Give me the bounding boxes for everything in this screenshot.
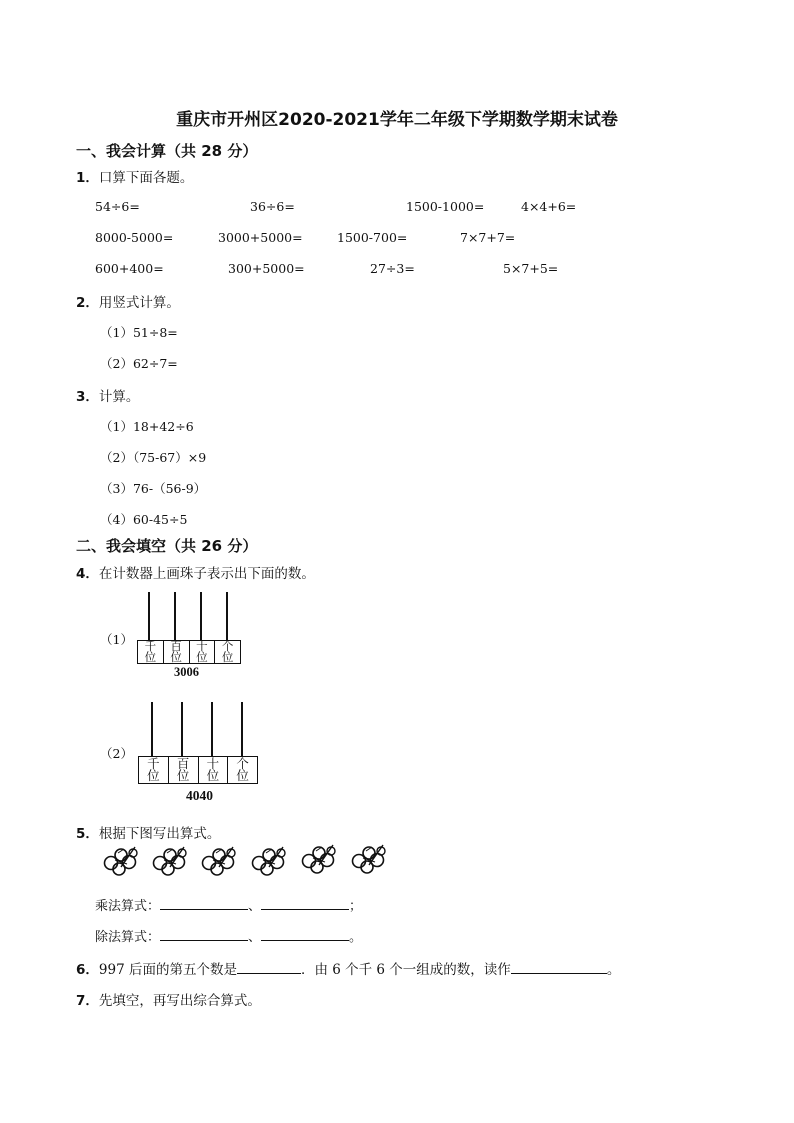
place-cell-thousands: 千 位: [138, 641, 164, 663]
oral-item: 300+5000=: [228, 261, 305, 276]
question-4: [76, 562, 315, 582]
question-number: 5．: [76, 826, 99, 842]
question-text: 997 后面的第五个数是: [98, 962, 237, 978]
place-value-box: [137, 640, 241, 664]
question-text: ．由 6 个千 6 个一组成的数，读作: [300, 962, 511, 978]
abacus-rod: [181, 702, 183, 756]
fruit-bundle-icon: [303, 845, 336, 873]
page-title: 重庆市开州区2020-2021学年二年级下学期数学期末试卷: [176, 110, 618, 130]
multiplication-line: [95, 895, 362, 914]
question-1: [76, 166, 193, 186]
oral-item: 27÷3=: [370, 261, 415, 276]
oral-item: 4×4+6=: [521, 199, 577, 214]
abacus-rod: [200, 592, 202, 640]
punctuation: 。: [349, 930, 363, 945]
abacus-rod: [174, 592, 176, 640]
place-value-box: [138, 756, 258, 784]
calc-item: （3）76-（56-9）: [100, 481, 207, 496]
place-cell-hundreds: 百 位: [164, 641, 190, 663]
question-6: [76, 958, 620, 978]
oral-item: 5×7+5=: [503, 261, 559, 276]
abacus-rod: [211, 702, 213, 756]
abacus-rod: [226, 592, 228, 640]
abacus-rod: [148, 592, 150, 640]
abacus-label: （1）: [100, 632, 133, 647]
punctuation: 。: [606, 962, 621, 978]
place-cell-thousands: 千 位: [139, 757, 169, 783]
oral-item: 1500-1000=: [406, 199, 485, 214]
question-text: 计算。: [98, 389, 140, 405]
fruit-bundle-group: [100, 843, 400, 881]
question-text: 在计数器上画珠子表示出下面的数。: [98, 566, 315, 582]
oral-item: 8000-5000=: [95, 230, 174, 245]
question-number: 2．: [76, 295, 99, 311]
question-number: 1．: [76, 170, 99, 186]
fruit-bundle-icon: [253, 847, 286, 875]
place-cell-hundreds: 百 位: [169, 757, 199, 783]
abacus-rod: [151, 702, 153, 756]
punctuation: ；: [349, 899, 363, 914]
oral-item: 7×7+7=: [460, 230, 516, 245]
fruit-bundle-icon: [203, 847, 236, 875]
question-text: 口算下面各题。: [98, 170, 194, 186]
question-text: 先填空，再写出综合算式。: [98, 993, 261, 1009]
oral-item: 3000+5000=: [218, 230, 303, 245]
section-heading-2: 二、我会填空（共 26 分）: [76, 537, 258, 555]
place-cell-tens: 十 位: [190, 641, 216, 663]
fruit-bundle-icon: [353, 845, 386, 873]
fruit-bundle-icon: [105, 847, 138, 875]
question-7: [76, 989, 261, 1009]
calc-item: （2）（75-67）×9: [100, 450, 207, 465]
abacus-value: 3006: [174, 665, 199, 679]
calc-item: （4）60-45÷5: [100, 512, 188, 527]
division-line: [95, 926, 362, 945]
question-number: 3．: [76, 389, 99, 405]
vertical-calc-item: （1）51÷8=: [100, 325, 178, 340]
question-number: 6．: [76, 962, 99, 978]
fruit-bundles: [100, 843, 400, 881]
abacus-rod: [241, 702, 243, 756]
answer-blank[interactable]: [237, 973, 301, 974]
question-number: 7．: [76, 993, 99, 1009]
oral-item: 36÷6=: [250, 199, 295, 214]
question-2: [76, 291, 180, 311]
field-label: 除法算式：: [95, 930, 161, 945]
question-3: [76, 385, 139, 405]
answer-blank[interactable]: [160, 940, 248, 941]
oral-item: 600+400=: [95, 261, 164, 276]
field-label: 乘法算式：: [95, 899, 161, 914]
separator: 、: [248, 899, 262, 914]
question-number: 4．: [76, 566, 99, 582]
oral-item: 54÷6=: [95, 199, 140, 214]
answer-blank[interactable]: [160, 909, 248, 910]
place-cell-ones: 个 位: [236, 755, 249, 783]
vertical-calc-item: （2）62÷7=: [100, 356, 178, 371]
question-text: 用竖式计算。: [98, 295, 180, 311]
question-5: [76, 822, 220, 842]
fruit-bundle-icon: [154, 847, 187, 875]
section-heading-1: 一、我会计算（共 28 分）: [76, 142, 258, 160]
answer-blank[interactable]: [261, 940, 349, 941]
answer-blank[interactable]: [511, 973, 607, 974]
place-cell-ones: 个 位: [221, 638, 234, 664]
answer-blank[interactable]: [261, 909, 349, 910]
question-text: 根据下图写出算式。: [98, 826, 221, 842]
abacus-value: 4040: [186, 788, 213, 803]
calc-item: （1）18+42÷6: [100, 419, 194, 434]
place-cell-tens: 十 位: [199, 757, 229, 783]
separator: 、: [248, 930, 262, 945]
oral-item: 1500-700=: [337, 230, 408, 245]
abacus-label: （2）: [100, 746, 133, 761]
